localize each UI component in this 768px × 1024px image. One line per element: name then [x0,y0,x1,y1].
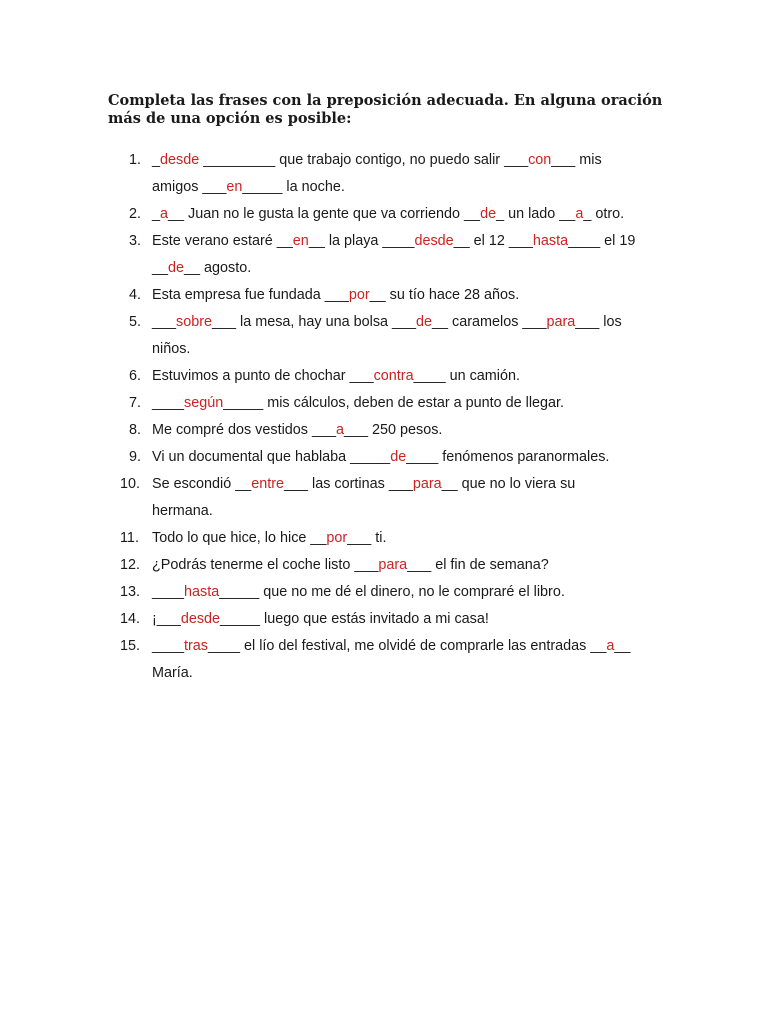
answer-preposition: para [378,557,408,573]
sentence-text: Se escondió __ [152,476,252,492]
answer-preposition: para [546,314,576,330]
answer-preposition: entre [251,476,285,492]
answer-preposition: hasta [532,233,569,249]
item-number: 12. [120,557,141,573]
item-number: 10. [120,476,141,492]
sentence-text: _ un lado __ [496,206,576,222]
sentence-line [152,282,672,309]
exercise-item [0,552,768,579]
answer-preposition: desde [160,152,200,168]
sentence-text: ___ mis [551,152,602,168]
exercise-instructions: Completa las frases con la preposición adecuada. En alguna oración más de una opción es posible: [108,92,663,127]
answer-preposition: a [575,206,584,222]
answer-preposition: por [326,530,348,546]
sentence-line [152,228,672,255]
answer-preposition: sobre [176,314,213,330]
item-number: 1. [129,152,142,168]
sentence-line [152,444,672,471]
answer-preposition: desde [180,611,221,627]
sentence-text: ____ [152,584,185,600]
answer-preposition: por [348,287,370,303]
item-number: 5. [129,314,142,330]
exercise-item [0,606,768,633]
sentence-text: _ otro. [583,206,625,222]
exercise-item [0,228,768,282]
sentence-text: María. [152,665,193,681]
sentence-text: __ [614,638,631,654]
exercise-item [0,390,768,417]
item-number: 13. [120,584,141,600]
sentence-line [152,201,672,228]
sentence-text: ___ la mesa, hay una bolsa ___ [212,314,417,330]
sentence-text: ¡___ [152,611,181,627]
sentence-line [152,579,672,606]
item-number: 15. [120,638,141,654]
sentence-line [152,498,672,525]
exercise-item [0,417,768,444]
sentence-text: Vi un documental que hablaba _____ [152,449,391,465]
item-number: 2. [129,206,142,222]
answer-preposition: tras [184,638,209,654]
sentence-text: ___ el fin de semana? [407,557,549,573]
sentence-line [152,660,672,687]
sentence-text: Me compré dos vestidos ___ [152,422,336,438]
sentence-text: ¿Podrás tenerme el coche listo ___ [152,557,379,573]
item-number: 7. [129,395,142,411]
exercise-item [0,147,768,201]
sentence-line [152,255,672,282]
sentence-text: ____ el 19 [568,233,636,249]
sentence-line [152,309,672,336]
sentence-line [152,390,672,417]
sentence-text: ___ las cortinas ___ [284,476,413,492]
sentence-text: niños. [152,341,191,357]
sentence-text: Todo lo que hice, lo hice __ [152,530,327,546]
sentence-text: __ [152,260,169,276]
sentence-text: _____ que no me dé el dinero, no le compraré el libro. [219,584,565,600]
answer-preposition: en [292,233,309,249]
answer-preposition: contra [373,368,414,384]
sentence-text: Estuvimos a punto de chochar ___ [152,368,374,384]
sentence-text: ___ [152,314,177,330]
answer-preposition: con [528,152,552,168]
sentence-text: amigos ___ [152,179,227,195]
answer-preposition: según [184,395,224,411]
sentence-text: _ [152,206,161,222]
sentence-line [152,174,672,201]
sentence-text: ____ [152,395,185,411]
item-number: 14. [120,611,141,627]
sentence-text: _________ que trabajo contigo, no puedo salir ___ [199,152,529,168]
exercise-item [0,363,768,390]
exercise-item [0,525,768,552]
sentence-text: __ su tío hace 28 años. [369,287,520,303]
sentence-text: _____ mis cálculos, deben de estar a punto de llegar. [223,395,565,411]
item-number: 6. [129,368,142,384]
item-number: 11. [120,530,139,546]
exercise-item [0,471,768,525]
sentence-line [152,633,672,660]
sentence-text: ___ 250 pesos. [344,422,443,438]
sentence-text: ___ los [575,314,622,330]
sentence-text: Esta empresa fue fundada ___ [152,287,349,303]
sentence-text: __ Juan no le gusta la gente que va corriendo __ [168,206,481,222]
item-number: 4. [129,287,142,303]
sentence-line [152,336,672,363]
sentence-line [152,606,672,633]
sentence-text: __ la playa ____ [308,233,415,249]
item-number: 3. [129,233,142,249]
sentence-text: hermana. [152,503,213,519]
sentence-line [152,525,672,552]
answer-preposition: para [412,476,442,492]
answer-preposition: hasta [184,584,220,600]
answer-preposition: a [160,206,169,222]
sentence-text: ____ [152,638,185,654]
sentence-line [152,363,672,390]
answer-preposition: de [480,206,497,222]
sentence-line [152,417,672,444]
answer-preposition: de [168,260,185,276]
answer-preposition: a [606,638,615,654]
exercise-list [0,147,768,687]
answer-preposition: desde [414,233,454,249]
exercise-item [0,201,768,228]
answer-preposition: de [390,449,407,465]
answer-preposition: de [416,314,433,330]
exercise-item [0,309,768,363]
sentence-text: _ [152,152,161,168]
sentence-text: __ agosto. [184,260,252,276]
item-number: 8. [129,422,142,438]
answer-preposition: en [226,179,243,195]
sentence-text: _____ la noche. [242,179,345,195]
sentence-text: __ caramelos ___ [432,314,547,330]
exercise-item [0,579,768,606]
sentence-text: __ que no lo viera su [441,476,576,492]
exercise-item [0,282,768,309]
sentence-line [152,471,672,498]
sentence-text: ___ ti. [347,530,387,546]
sentence-text: ____ un camión. [413,368,520,384]
exercise-item [0,633,768,687]
sentence-text: ____ el lío del festival, me olvidé de comprarle las entradas __ [208,638,607,654]
item-number: 9. [129,449,142,465]
answer-preposition: a [335,422,344,438]
sentence-text: ____ fenómenos paranormales. [406,449,610,465]
sentence-text: __ el 12 ___ [453,233,533,249]
sentence-text: Este verano estaré __ [152,233,293,249]
sentence-line [152,147,672,174]
sentence-text: _____ luego que estás invitado a mi casa! [220,611,489,627]
exercise-item [0,444,768,471]
sentence-line [152,552,672,579]
